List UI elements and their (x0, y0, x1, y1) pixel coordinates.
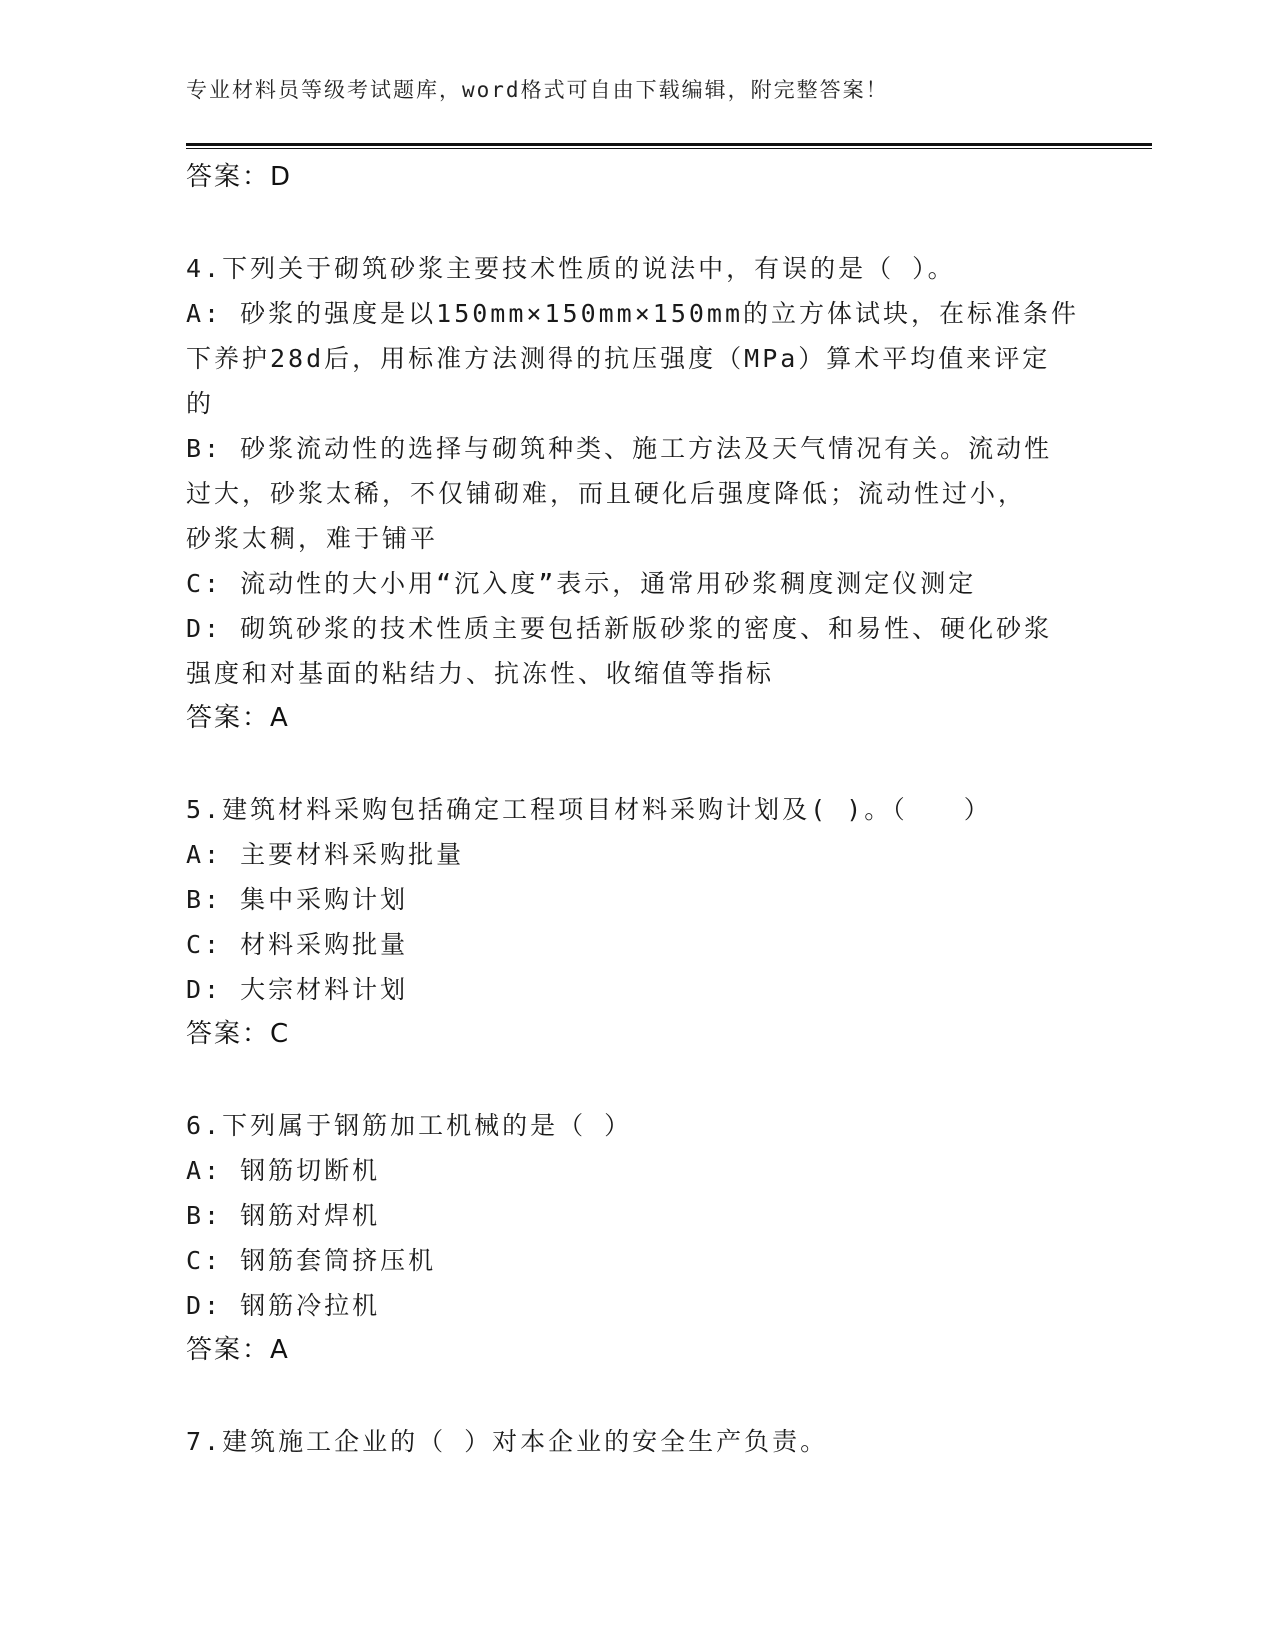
page-header: 专业材料员等级考试题库，word格式可自由下载编辑，附完整答案！ (186, 78, 889, 102)
question-text-line: 的 (186, 389, 215, 418)
question-text-line: 下养护28d后，用标准方法测得的抗压强度（MPa）算术平均值来评定 (186, 344, 1051, 373)
spacer (186, 1373, 1086, 1419)
question-text-line: A: 主要材料采购批量 (186, 840, 465, 869)
header-rule (186, 143, 1152, 146)
question-text-line: 强度和对基面的粘结力、抗冻性、收缩值等指标 (186, 659, 775, 688)
header-rule-thin (186, 148, 1152, 149)
question-text-line: A: 砂浆的强度是以150mm×150mm×150mm的立方体试块，在标准条件 (186, 299, 1080, 328)
spacer (186, 741, 1086, 787)
question-text-line: C: 材料采购批量 (186, 930, 409, 959)
question-text-line: B: 钢筋对焊机 (186, 1201, 381, 1230)
question-text-line: D: 大宗材料计划 (186, 975, 409, 1004)
question-text-line: C: 流动性的大小用“沉入度”表示，通常用砂浆稠度测定仪测定 (186, 569, 977, 598)
answer-line: 答案：A (186, 1335, 290, 1365)
question-text-line: B: 集中采购计划 (186, 885, 409, 914)
question-text-line: A: 钢筋切断机 (186, 1156, 381, 1185)
question-content (186, 155, 1086, 1464)
question-text-line: 过大，砂浆太稀，不仅铺砌难，而且硬化后强度降低；流动性过小， (186, 479, 1027, 508)
question-text-line: B: 砂浆流动性的选择与砌筑种类、施工方法及天气情况有关。流动性 (186, 434, 1053, 463)
question-text-line: C: 钢筋套筒挤压机 (186, 1246, 437, 1275)
question-text-line: 7.建筑施工企业的（ ）对本企业的安全生产负责。 (186, 1427, 829, 1456)
answer-line: 答案：C (186, 1019, 291, 1049)
question-text-line: 6.下列属于钢筋加工机械的是（ ） (186, 1111, 633, 1140)
question-text-line: 砂浆太稠，难于铺平 (186, 524, 439, 553)
question-text-line: D: 砌筑砂浆的技术性质主要包括新版砂浆的密度、和易性、硬化砂浆 (186, 614, 1053, 643)
spacer (186, 1057, 1086, 1103)
question-text-line: 4.下列关于砌筑砂浆主要技术性质的说法中，有误的是（ ）。 (186, 254, 956, 283)
question-text-line: D: 钢筋冷拉机 (186, 1291, 381, 1320)
question-text-line: 5.建筑材料采购包括确定工程项目材料采购计划及( )。（ ） (186, 795, 992, 824)
answer-line: 答案：A (186, 703, 290, 733)
spacer (186, 200, 1086, 246)
answer-line: 答案：D (186, 162, 293, 192)
